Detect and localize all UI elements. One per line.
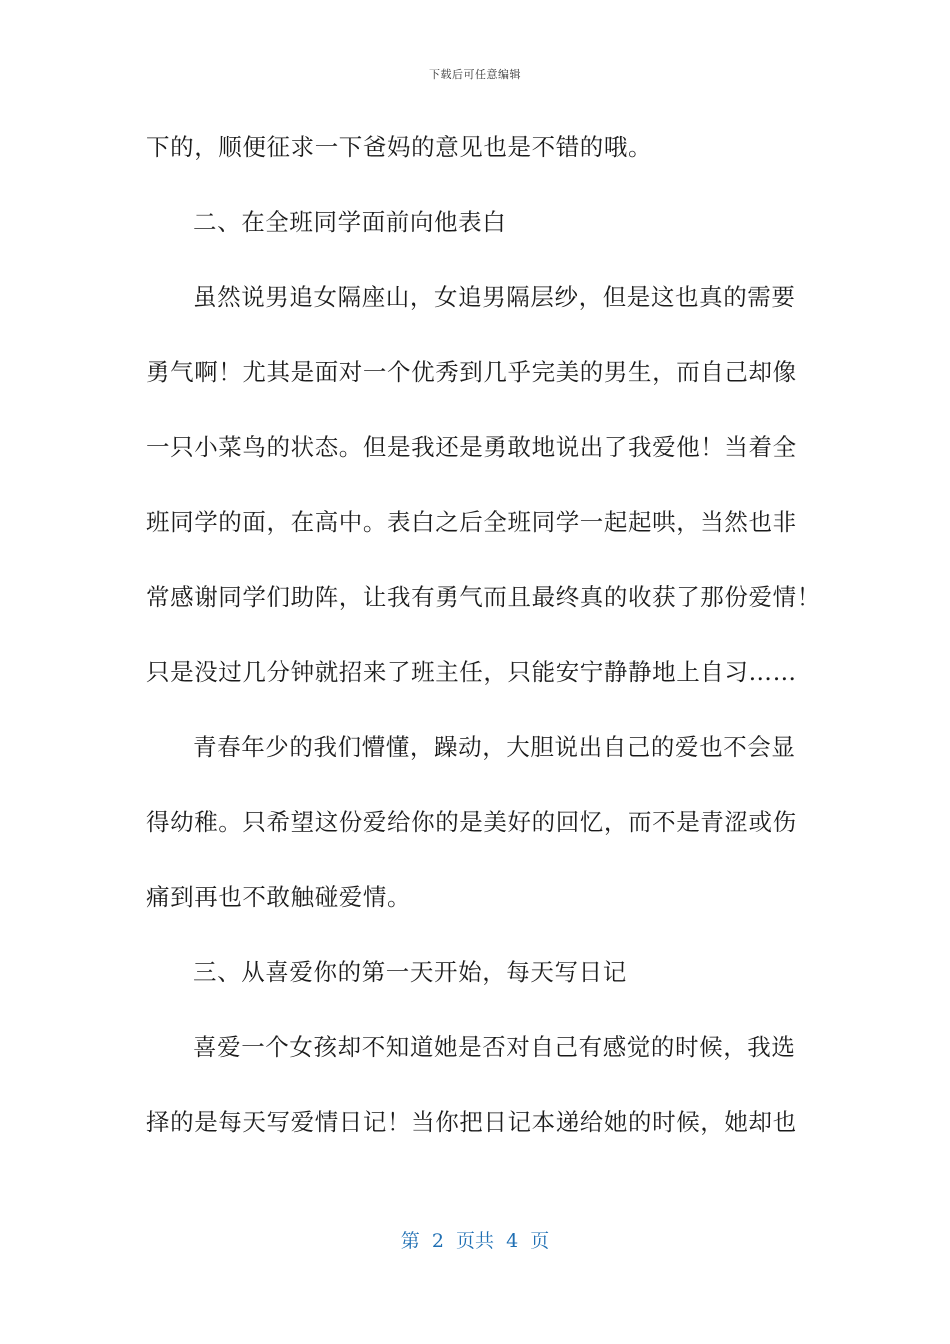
document-body (146, 128, 821, 1178)
text-line: 勇气啊！尤其是面对一个优秀到几乎完美的男生，而自己却像 (146, 358, 797, 386)
text-line: 一只小菜鸟的状态。但是我还是勇敢地说出了我爱他！当着全 (146, 433, 797, 461)
text-line: 只是没过几分钟就招来了班主任，只能安宁静静地上自习…… (146, 658, 797, 686)
text-line: 喜爱一个女孩却不知道她是否对自己有感觉的时候，我选 (193, 1033, 796, 1061)
text-line: 虽然说男追女隔座山，女追男隔层纱，但是这也真的需要 (193, 283, 796, 311)
text-line: 得幼稚。只希望这份爱给你的是美好的回忆，而不是青涩或伤 (146, 808, 797, 836)
text-line: 下的，顺便征求一下爸妈的意见也是不错的哦。 (146, 133, 653, 161)
text-line: 常感谢同学们助阵，让我有勇气而且最终真的收获了那份爱情！ (146, 583, 821, 611)
header-note: 下载后可任意编辑 (429, 68, 521, 81)
section-heading: 三、从喜爱你的第一天开始，每天写日记 (193, 958, 627, 986)
text-line: 痛到再也不敢触碰爱情。 (146, 883, 412, 911)
text-line: 青春年少的我们懵懂，躁动，大胆说出自己的爱也不会显 (193, 733, 796, 761)
text-line: 班同学的面，在高中。表白之后全班同学一起起哄，当然也非 (146, 508, 797, 536)
section-heading: 二、在全班同学面前向他表白 (193, 208, 507, 236)
page-number-footer: 第 2 页共 4 页 (400, 1230, 550, 1252)
text-line: 择的是每天写爱情日记！当你把日记本递给她的时候，她却也 (146, 1108, 797, 1136)
